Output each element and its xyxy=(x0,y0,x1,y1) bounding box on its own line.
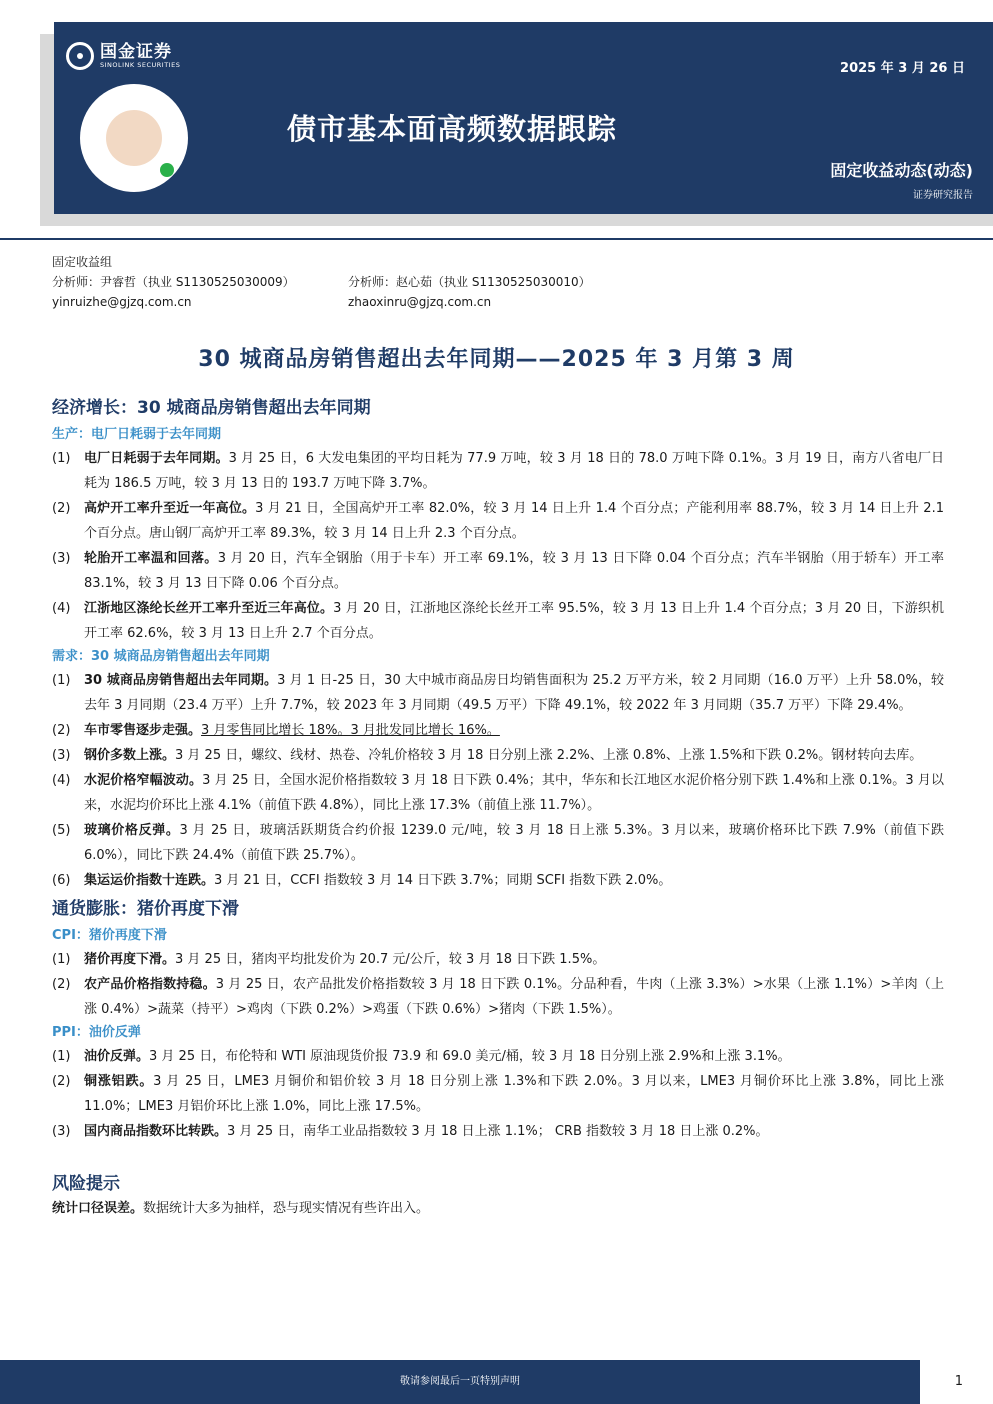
item-text: 3 月 25 日，南华工业品指数较 3 月 18 日上涨 1.1%； CRB 指数较 3 月 18 日上涨 0.2%。 xyxy=(227,1124,769,1139)
list-item xyxy=(52,668,944,718)
subsection-heading: PPI：油价反弹 xyxy=(52,1025,141,1040)
section-heading: 经济增长：30 城商品房销售超出去年同期 xyxy=(52,398,371,418)
list-item xyxy=(52,446,944,496)
item-number: (1) xyxy=(52,952,71,967)
analyst-2: 分析师：赵心茹（执业 S1130525030010） xyxy=(348,275,591,289)
logo-icon xyxy=(66,42,94,70)
risk-text xyxy=(52,1198,944,1220)
page-number: 1 xyxy=(954,1374,963,1389)
list-item xyxy=(52,768,944,818)
item-lead: 水泥价格窄幅波动。 xyxy=(84,773,203,788)
subsection-heading: 生产：电厂日耗弱于去年同期 xyxy=(52,427,222,442)
list-item xyxy=(52,947,944,972)
report-class: 证券研究报告 xyxy=(913,190,973,201)
list-item xyxy=(52,1044,944,1069)
item-lead: 农产品价格指数持稳。 xyxy=(84,977,216,992)
team-name: 固定收益组 xyxy=(52,255,113,269)
item-text: 3 月 25 日，布伦特和 WTI 原油现货价报 73.9 和 69.0 美元/桶，较 3 月 18 日分别上涨 2.9%和上涨 3.1%。 xyxy=(149,1049,791,1064)
item-text: 3 月 21 日，全国高炉开工率 82.0%，较 3 月 14 日上升 1.4 个百分点；产能利用率 88.7%，较 3 月 14 日上升 2.1 个百分点。唐山钢厂高炉开工率 89.3%，较 3 月 14 日上升 2.3 个百分点。 xyxy=(84,501,944,541)
item-text: 3 月零售同比增长 18%。3 月批发同比增长 16%。 xyxy=(201,723,500,738)
analyst-1-email[interactable]: yinruizhe@gjzq.com.cn xyxy=(52,295,192,309)
item-number: (2) xyxy=(52,977,71,992)
list-item xyxy=(52,546,944,596)
qr-code-icon xyxy=(80,84,188,192)
item-number: (2) xyxy=(52,723,71,738)
logo-name: 国金证券 xyxy=(100,42,172,63)
item-number: (2) xyxy=(52,1074,71,1089)
risk-heading: 风险提示 xyxy=(52,1174,120,1194)
item-lead: 油价反弹。 xyxy=(84,1049,150,1064)
list-item xyxy=(52,496,944,546)
list-item xyxy=(52,718,944,743)
item-text: 3 月 25 日，6 大发电集团的平均日耗为 77.9 万吨，较 3 月 18 日的 78.0 万吨下降 0.1%。3 月 19 日，南方八省电厂日耗为 186.5 万吨，较 3 月 13 日的 193.7 万吨下降 3.7%。 xyxy=(84,451,944,491)
list-item xyxy=(52,818,944,868)
item-text: 3 月 25 日，农产品批发价格指数较 3 月 18 日下跌 0.1%。分品种看，牛肉（上涨 3.3%）>水果（上涨 1.1%）>羊肉（上涨 0.4%）>蔬菜（持平）>鸡肉（下跌 0.2%）>鸡蛋（下跌 0.6%）>猪肉（下跌 1.5%）。 xyxy=(84,977,944,1017)
item-text: 3 月 25 日，LME3 月铜价和铝价较 3 月 18 日分别上涨 1.3%和下跌 2.0%。3 月以来，LME3 月铜价环比上涨 3.8%，同比上涨 11.0%；LME3 月铝价环比上涨 1.0%，同比上涨 17.5%。 xyxy=(84,1074,944,1114)
header-divider xyxy=(0,238,993,240)
item-number: (1) xyxy=(52,451,71,466)
item-number: (1) xyxy=(52,673,71,688)
item-lead: 轮胎开工率温和回落。 xyxy=(84,551,218,566)
item-lead: 车市零售逐步走强。 xyxy=(84,723,202,738)
logo-english-name: SINOLINK SECURITIES xyxy=(100,60,181,69)
item-text: 3 月 1 日-25 日，30 大中城市商品房日均销售面积为 25.2 万平方米，较 2 月同期（16.0 万平）上升 58.0%，较去年 3 月同期（23.4 万平）上升 7.7%，较 2023 年 3 月同期（49.5 万平）下降 49.1%，较 2022 年 3 月同期（35.7 万平）下降 29.4%。 xyxy=(84,673,945,713)
item-text: 3 月 25 日，螺纹、线材、热卷、冷轧价格较 3 月 18 日分别上涨 2.2%、上涨 0.8%、上涨 1.5%和下跌 0.2%。钢材转向去库。 xyxy=(175,748,923,763)
item-lead: 玻璃价格反弹。 xyxy=(84,823,180,838)
report-date: 2025 年 3 月 26 日 xyxy=(840,61,965,76)
item-lead: 集运运价指数十连跌。 xyxy=(84,873,215,888)
report-title: 30 城商品房销售超出去年同期——2025 年 3 月第 3 周 xyxy=(198,347,795,372)
item-number: (4) xyxy=(52,601,71,616)
subsection-heading: CPI：猪价再度下滑 xyxy=(52,928,167,943)
list-item xyxy=(52,1119,944,1144)
item-text: 3 月 20 日，汽车全钢胎（用于卡车）开工率 69.1%，较 3 月 13 日下降 0.04 个百分点；汽车半钢胎（用于轿车）开工率 83.1%，较 3 月 13 日下降 0.06 个百分点。 xyxy=(84,551,944,591)
item-lead: 电厂日耗弱于去年同期。 xyxy=(84,451,229,466)
item-text: 3 月 25 日，全国水泥价格指数较 3 月 18 日下跌 0.4%；其中，华东和长江地区水泥价格分别下跌 1.4%和上涨 0.1%。3 月以来，水泥均价环比上涨 4.1%（前值下跌 4.8%），同比上涨 17.3%（前值上涨 11.7%）。 xyxy=(84,773,944,813)
item-number: (2) xyxy=(52,501,71,516)
item-text: 3 月 21 日，CCFI 指数较 3 月 14 日下跌 3.7%；同期 SCFI 指数下跌 2.0%。 xyxy=(214,873,672,888)
list-item xyxy=(52,596,944,646)
analyst-1: 分析师：尹睿哲（执业 S1130525030009） xyxy=(52,275,295,289)
item-lead: 猪价再度下滑。 xyxy=(84,952,176,967)
item-lead: 铜涨铝跌。 xyxy=(84,1074,154,1089)
item-lead: 钢价多数上涨。 xyxy=(84,748,176,763)
report-type: 固定收益动态(动态) xyxy=(830,161,973,180)
item-text: 3 月 25 日，猪肉平均批发价为 20.7 元/公斤，较 3 月 18 日下跌 1.5%。 xyxy=(175,952,606,967)
item-lead: 江浙地区涤纶长丝开工率升至近三年高位。 xyxy=(84,601,334,616)
list-item xyxy=(52,1069,944,1119)
item-number: (6) xyxy=(52,873,71,888)
footer-notice: 敬请参阅最后一页特别声明 xyxy=(0,1360,920,1404)
list-item xyxy=(52,743,944,768)
subsection-heading: 需求：30 城商品房销售超出去年同期 xyxy=(52,649,270,664)
report-series-title: 债市基本面高频数据跟踪 xyxy=(287,112,618,146)
analyst-block xyxy=(52,252,591,312)
item-text: 3 月 25 日，玻璃活跃期货合约价报 1239.0 元/吨，较 3 月 18 日上涨 5.3%。3 月以来，玻璃价格环比下跌 7.9%（前值下跌 6.0%），同比下跌 24.4%（前值下跌 25.7%）。 xyxy=(84,823,944,863)
analyst-2-email[interactable]: zhaoxinru@gjzq.com.cn xyxy=(348,295,492,309)
item-number: (4) xyxy=(52,773,71,788)
item-number: (3) xyxy=(52,551,71,566)
item-number: (3) xyxy=(52,748,71,763)
risk-body: 数据统计大多为抽样，恐与现实情况有些许出入。 xyxy=(143,1201,430,1216)
list-item xyxy=(52,868,944,893)
item-number: (5) xyxy=(52,823,71,838)
company-logo xyxy=(66,42,180,70)
list-item xyxy=(52,972,944,1022)
risk-lead: 统计口径误差。 xyxy=(52,1201,144,1216)
item-lead: 国内商品指数环比转跌。 xyxy=(84,1124,228,1139)
item-text: 3 月 20 日，江浙地区涤纶长丝开工率 95.5%，较 3 月 13 日上升 1.4 个百分点；3 月 20 日，下游织机开工率 62.6%，较 3 月 13 日上升 2.7 个百分点。 xyxy=(84,601,944,641)
report-body xyxy=(52,392,944,1220)
section-heading: 通货膨胀：猪价再度下滑 xyxy=(52,899,239,919)
item-lead: 高炉开工率升至近一年高位。 xyxy=(84,501,256,516)
item-number: (3) xyxy=(52,1124,71,1139)
mini-program-icon xyxy=(160,163,174,177)
item-number: (1) xyxy=(52,1049,71,1064)
item-lead: 30 城商品房销售超出去年同期。 xyxy=(84,673,278,688)
